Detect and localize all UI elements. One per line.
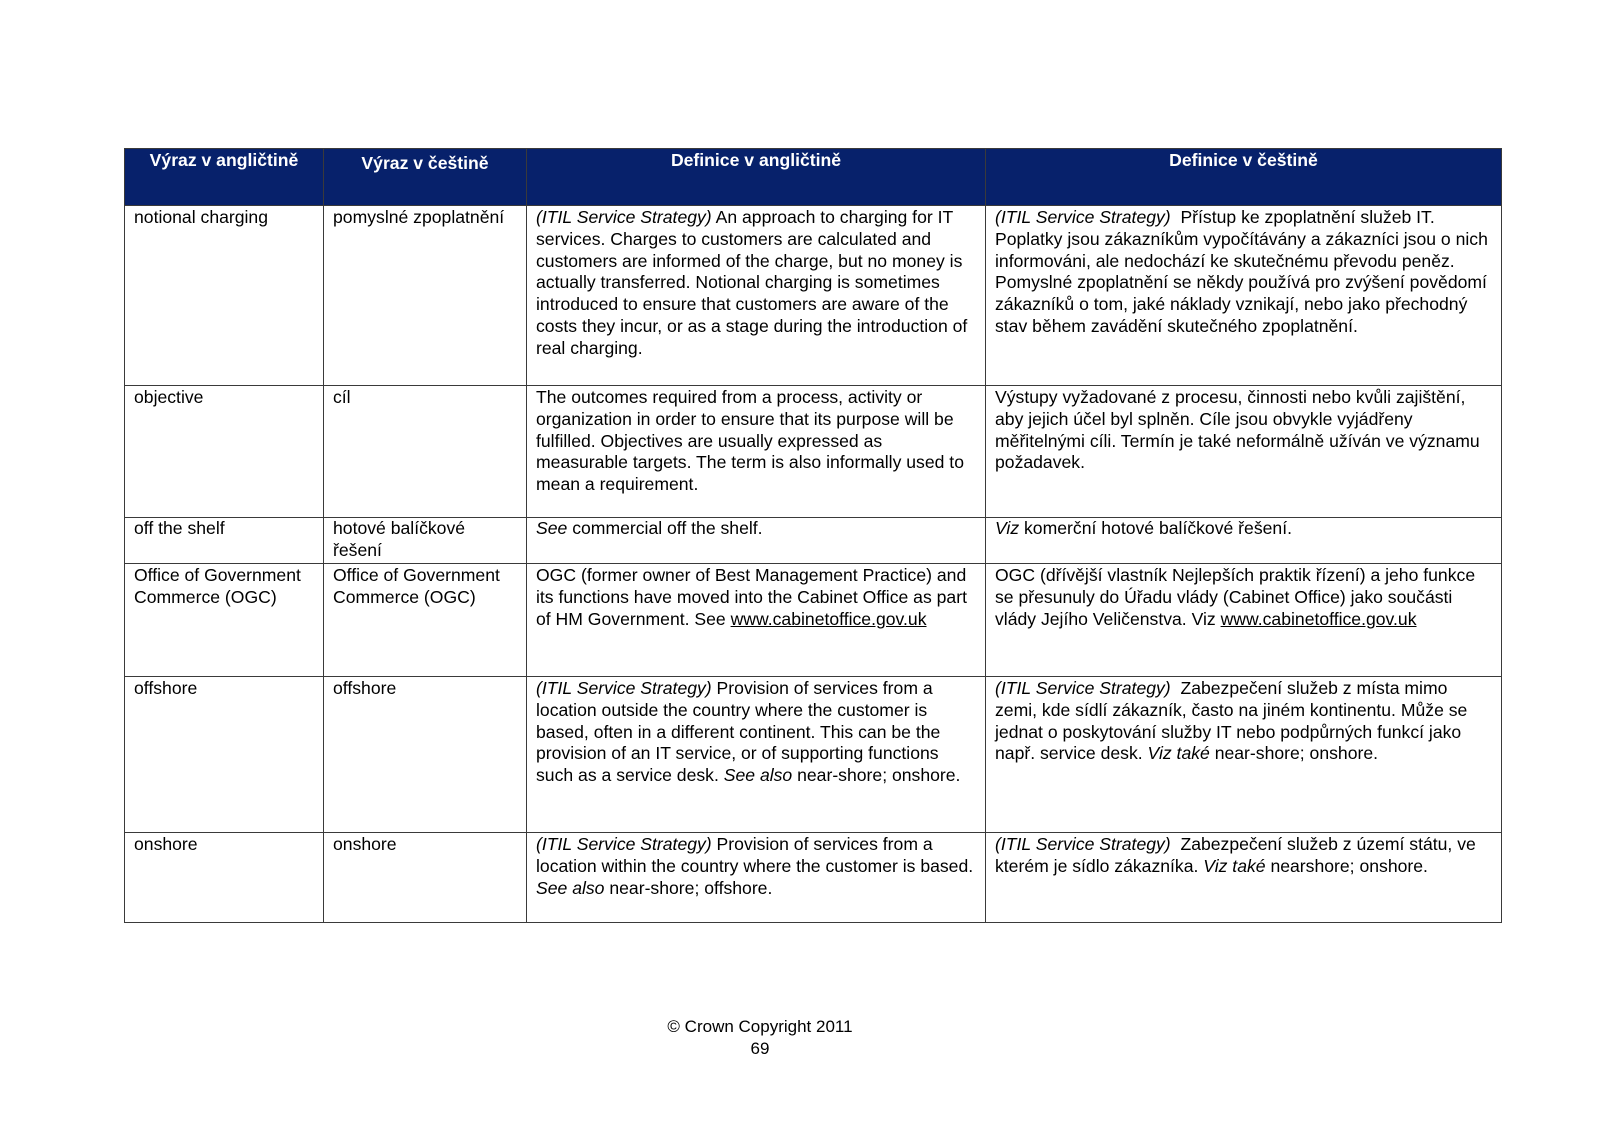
see-also-reference: See also	[723, 765, 793, 786]
definition-text: Provision of services from a location within the country where the customer is based.	[536, 834, 974, 876]
definition-source: (ITIL Service Strategy)	[536, 207, 712, 227]
czech-definition	[986, 518, 1502, 564]
definition-text: Zabezpečení služeb z území státu, ve kterém je sídlo zákazníka.	[995, 834, 1481, 876]
table-row	[125, 677, 1502, 833]
english-term: off the shelf	[125, 518, 324, 564]
table-row	[125, 386, 1502, 518]
english-definition	[527, 833, 986, 923]
copyright-notice: © Crown Copyright 2011	[667, 1017, 853, 1036]
english-term: objective	[125, 386, 324, 518]
english-term: Office of Government Commerce (OGC)	[125, 564, 324, 677]
header-czech-term: Výraz v češtině	[324, 149, 527, 206]
see-also-text: near-shore; onshore.	[1209, 743, 1379, 764]
see-also-text: near-shore; offshore.	[604, 877, 773, 898]
definition-text: An approach to charging for IT services. Charges to customers are calculated and customers are informed of the charge, but no money is actually transferred. Notional charging is sometimes introduced to ensure that customers are aware of the costs they incur, or as a stage during the introduction of real charging.	[536, 207, 968, 358]
czech-definition	[986, 833, 1502, 923]
definition-text: Zabezpečení služeb z místa mimo zemi, kde sídlí zákazník, často na jiném kontinentu. Může se jednat o poskytování služby IT nebo podpůrných funkcí jako např. service desk.	[995, 678, 1473, 764]
see-reference: Viz	[995, 518, 1020, 538]
see-also-reference: Viz také	[1147, 743, 1210, 764]
table-row	[125, 518, 1502, 564]
see-also-text: near-shore; onshore.	[792, 765, 961, 786]
header-row	[125, 149, 1502, 206]
definition-text: OGC (dřívější vlastník Nejlepších praktik řízení) a jeho funkce se přesunuly do Úřadu vlády (Cabinet Office) jako součásti vlády Jejího Veličenstva. Viz	[995, 565, 1476, 629]
header-czech-definition: Definice v češtině	[986, 149, 1502, 206]
see-also-reference: Viz také	[1203, 855, 1266, 876]
english-term: notional charging	[125, 206, 324, 386]
see-reference: See	[536, 518, 568, 538]
czech-definition	[986, 206, 1502, 386]
english-definition	[527, 677, 986, 833]
english-definition	[527, 564, 986, 677]
see-also-text: nearshore; onshore.	[1265, 855, 1428, 876]
czech-term: cíl	[324, 386, 527, 518]
cabinet-office-link[interactable]: www.cabinetoffice.gov.uk	[730, 608, 927, 629]
czech-term: offshore	[324, 677, 527, 833]
czech-definition	[986, 677, 1502, 833]
definition-source: (ITIL Service Strategy)	[536, 678, 712, 698]
czech-term: Office of Government Commerce (OGC)	[324, 564, 527, 677]
table-row	[125, 206, 1502, 386]
definition-text: komerční hotové balíčkové řešení.	[1019, 518, 1292, 538]
see-also-reference: See also	[536, 877, 605, 898]
definition-source: (ITIL Service Strategy)	[995, 678, 1171, 698]
header-english-term: Výraz v angličtině	[125, 149, 324, 206]
table-row	[125, 833, 1502, 923]
glossary-table	[124, 148, 1502, 923]
czech-term: hotové balíčkové řešení	[324, 518, 527, 564]
page-number: 69	[750, 1039, 770, 1058]
czech-term: onshore	[324, 833, 527, 923]
english-definition	[527, 518, 986, 564]
english-term: onshore	[125, 833, 324, 923]
czech-definition	[986, 564, 1502, 677]
table-row	[125, 564, 1502, 677]
definition-source: (ITIL Service Strategy)	[536, 834, 712, 854]
english-term: offshore	[125, 677, 324, 833]
definition-text: commercial off the shelf.	[567, 518, 763, 538]
czech-definition: Výstupy vyžadované z procesu, činnosti nebo kvůli zajištění, aby jejich účel byl splněn. Cíle jsou obvykle vyjádřeny měřitelnými cíli. Termín je také neformálně užíván ve významu požadavek.	[986, 386, 1502, 518]
definition-source: (ITIL Service Strategy)	[995, 207, 1171, 227]
definition-text: Provision of services from a location outside the country where the customer is based, often in a different continent. This can be the provision of an IT service, or of supporting functions such as a service desk.	[536, 678, 941, 786]
definition-source: (ITIL Service Strategy)	[995, 834, 1171, 854]
definition-text: OGC (former owner of Best Management Practice) and its functions have moved into the Cabinet Office as part of HM Government. See	[536, 565, 967, 629]
header-english-definition: Definice v angličtině	[527, 149, 986, 206]
english-definition: The outcomes required from a process, activity or organization in order to ensure that its purpose will be fulfilled. Objectives are usually expressed as measurable targets. The term is also informally used to mean a requirement.	[527, 386, 986, 518]
cabinet-office-link[interactable]: www.cabinetoffice.gov.uk	[1220, 608, 1417, 629]
english-definition	[527, 206, 986, 386]
definition-text: Přístup ke zpoplatnění služeb IT. Poplatky jsou zákazníkům vypočítávány a zákazníci jsou o nich informováni, ale nedochází ke skutečnému převodu peněz. Pomyslné zpoplatnění se někdy používá pro zvýšení povědomí zákazníků o tom, jaké náklady vznikají, nebo jako přechodný stav během zavádění skutečného zpoplatnění.	[995, 207, 1493, 336]
czech-term: pomyslné zpoplatnění	[324, 206, 527, 386]
